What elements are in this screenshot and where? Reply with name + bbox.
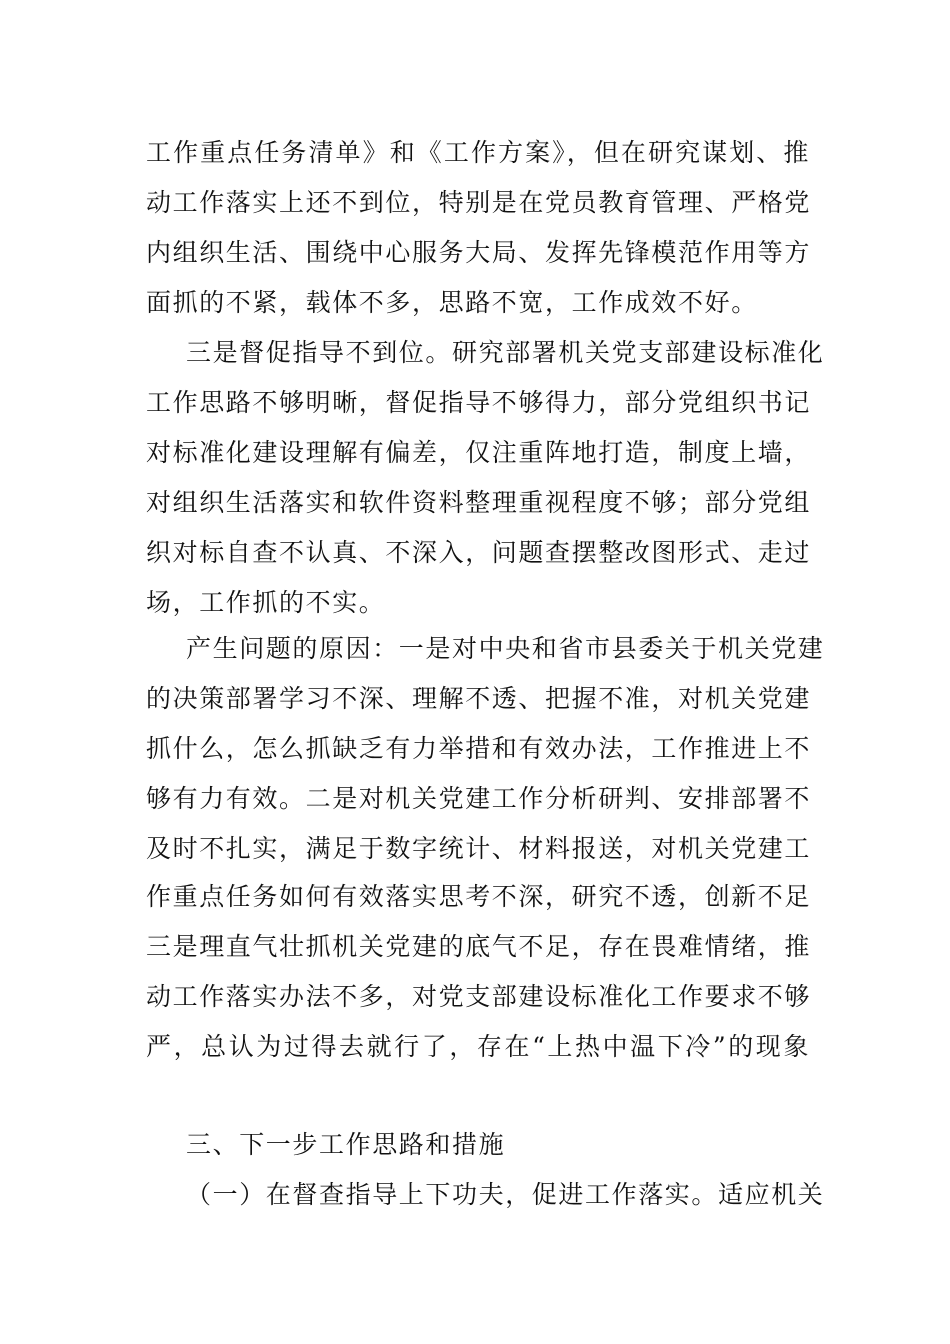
paragraph-3-line-4: 够有力有效。二是对机关党建工作分析研判、安排部署不	[146, 784, 812, 813]
paragraph-4-line-1: （一）在督查指导上下功夫，促进工作落实。适应机关	[186, 1180, 825, 1209]
paragraph-3-line-1: 产生问题的原因：一是对中央和省市县委关于机关党建	[186, 634, 825, 663]
paragraph-3-line-5: 及时不扎实，满足于数字统计、材料报送，对机关党建工	[146, 834, 812, 863]
paragraph-2-line-5: 织对标自查不认真、不深入，问题查摆整改图形式、走过	[146, 538, 812, 567]
paragraph-3-line-8: 动工作落实办法不多，对党支部建设标准化工作要求不够	[146, 982, 812, 1011]
paragraph-1-line-1: 工作重点任务清单》和《工作方案》，但在研究谋划、推	[146, 138, 810, 167]
paragraph-3-line-6: 作重点任务如何有效落实思考不深，研究不透，创新不足	[146, 882, 812, 911]
paragraph-2-line-6: 场，工作抓的不实。	[146, 588, 386, 617]
paragraph-2-line-2: 工作思路不够明晰，督促指导不够得力，部分党组织书记	[146, 388, 812, 417]
paragraph-2-line-4: 对组织生活落实和软件资料整理重视程度不够；部分党组	[146, 488, 812, 517]
paragraph-1-line-3: 内组织生活、围绕中心服务大局、发挥先锋模范作用等方	[146, 238, 812, 267]
paragraph-3-line-9: 严，总认为过得去就行了，存在“上热中温下冷”的现象	[146, 1032, 810, 1061]
paragraph-3-line-3: 抓什么，怎么抓缺乏有力举措和有效办法，工作推进上不	[146, 734, 812, 763]
paragraph-1-line-2: 动工作落实上还不到位，特别是在党员教育管理、严格党	[146, 188, 812, 217]
paragraph-3-line-2: 的决策部署学习不深、理解不透、把握不准，对机关党建	[146, 684, 812, 713]
section-heading: 三、下一步工作思路和措施	[186, 1130, 506, 1159]
paragraph-1-line-4: 面抓的不紧，载体不多，思路不宽，工作成效不好。	[146, 288, 758, 317]
paragraph-2-line-1: 三是督促指导不到位。研究部署机关党支部建设标准化	[186, 338, 825, 367]
paragraph-3-line-7: 三是理直气壮抓机关党建的底气不足，存在畏难情绪，推	[146, 932, 812, 961]
paragraph-2-line-3: 对标准化建设理解有偏差，仅注重阵地打造，制度上墙，	[146, 438, 812, 467]
